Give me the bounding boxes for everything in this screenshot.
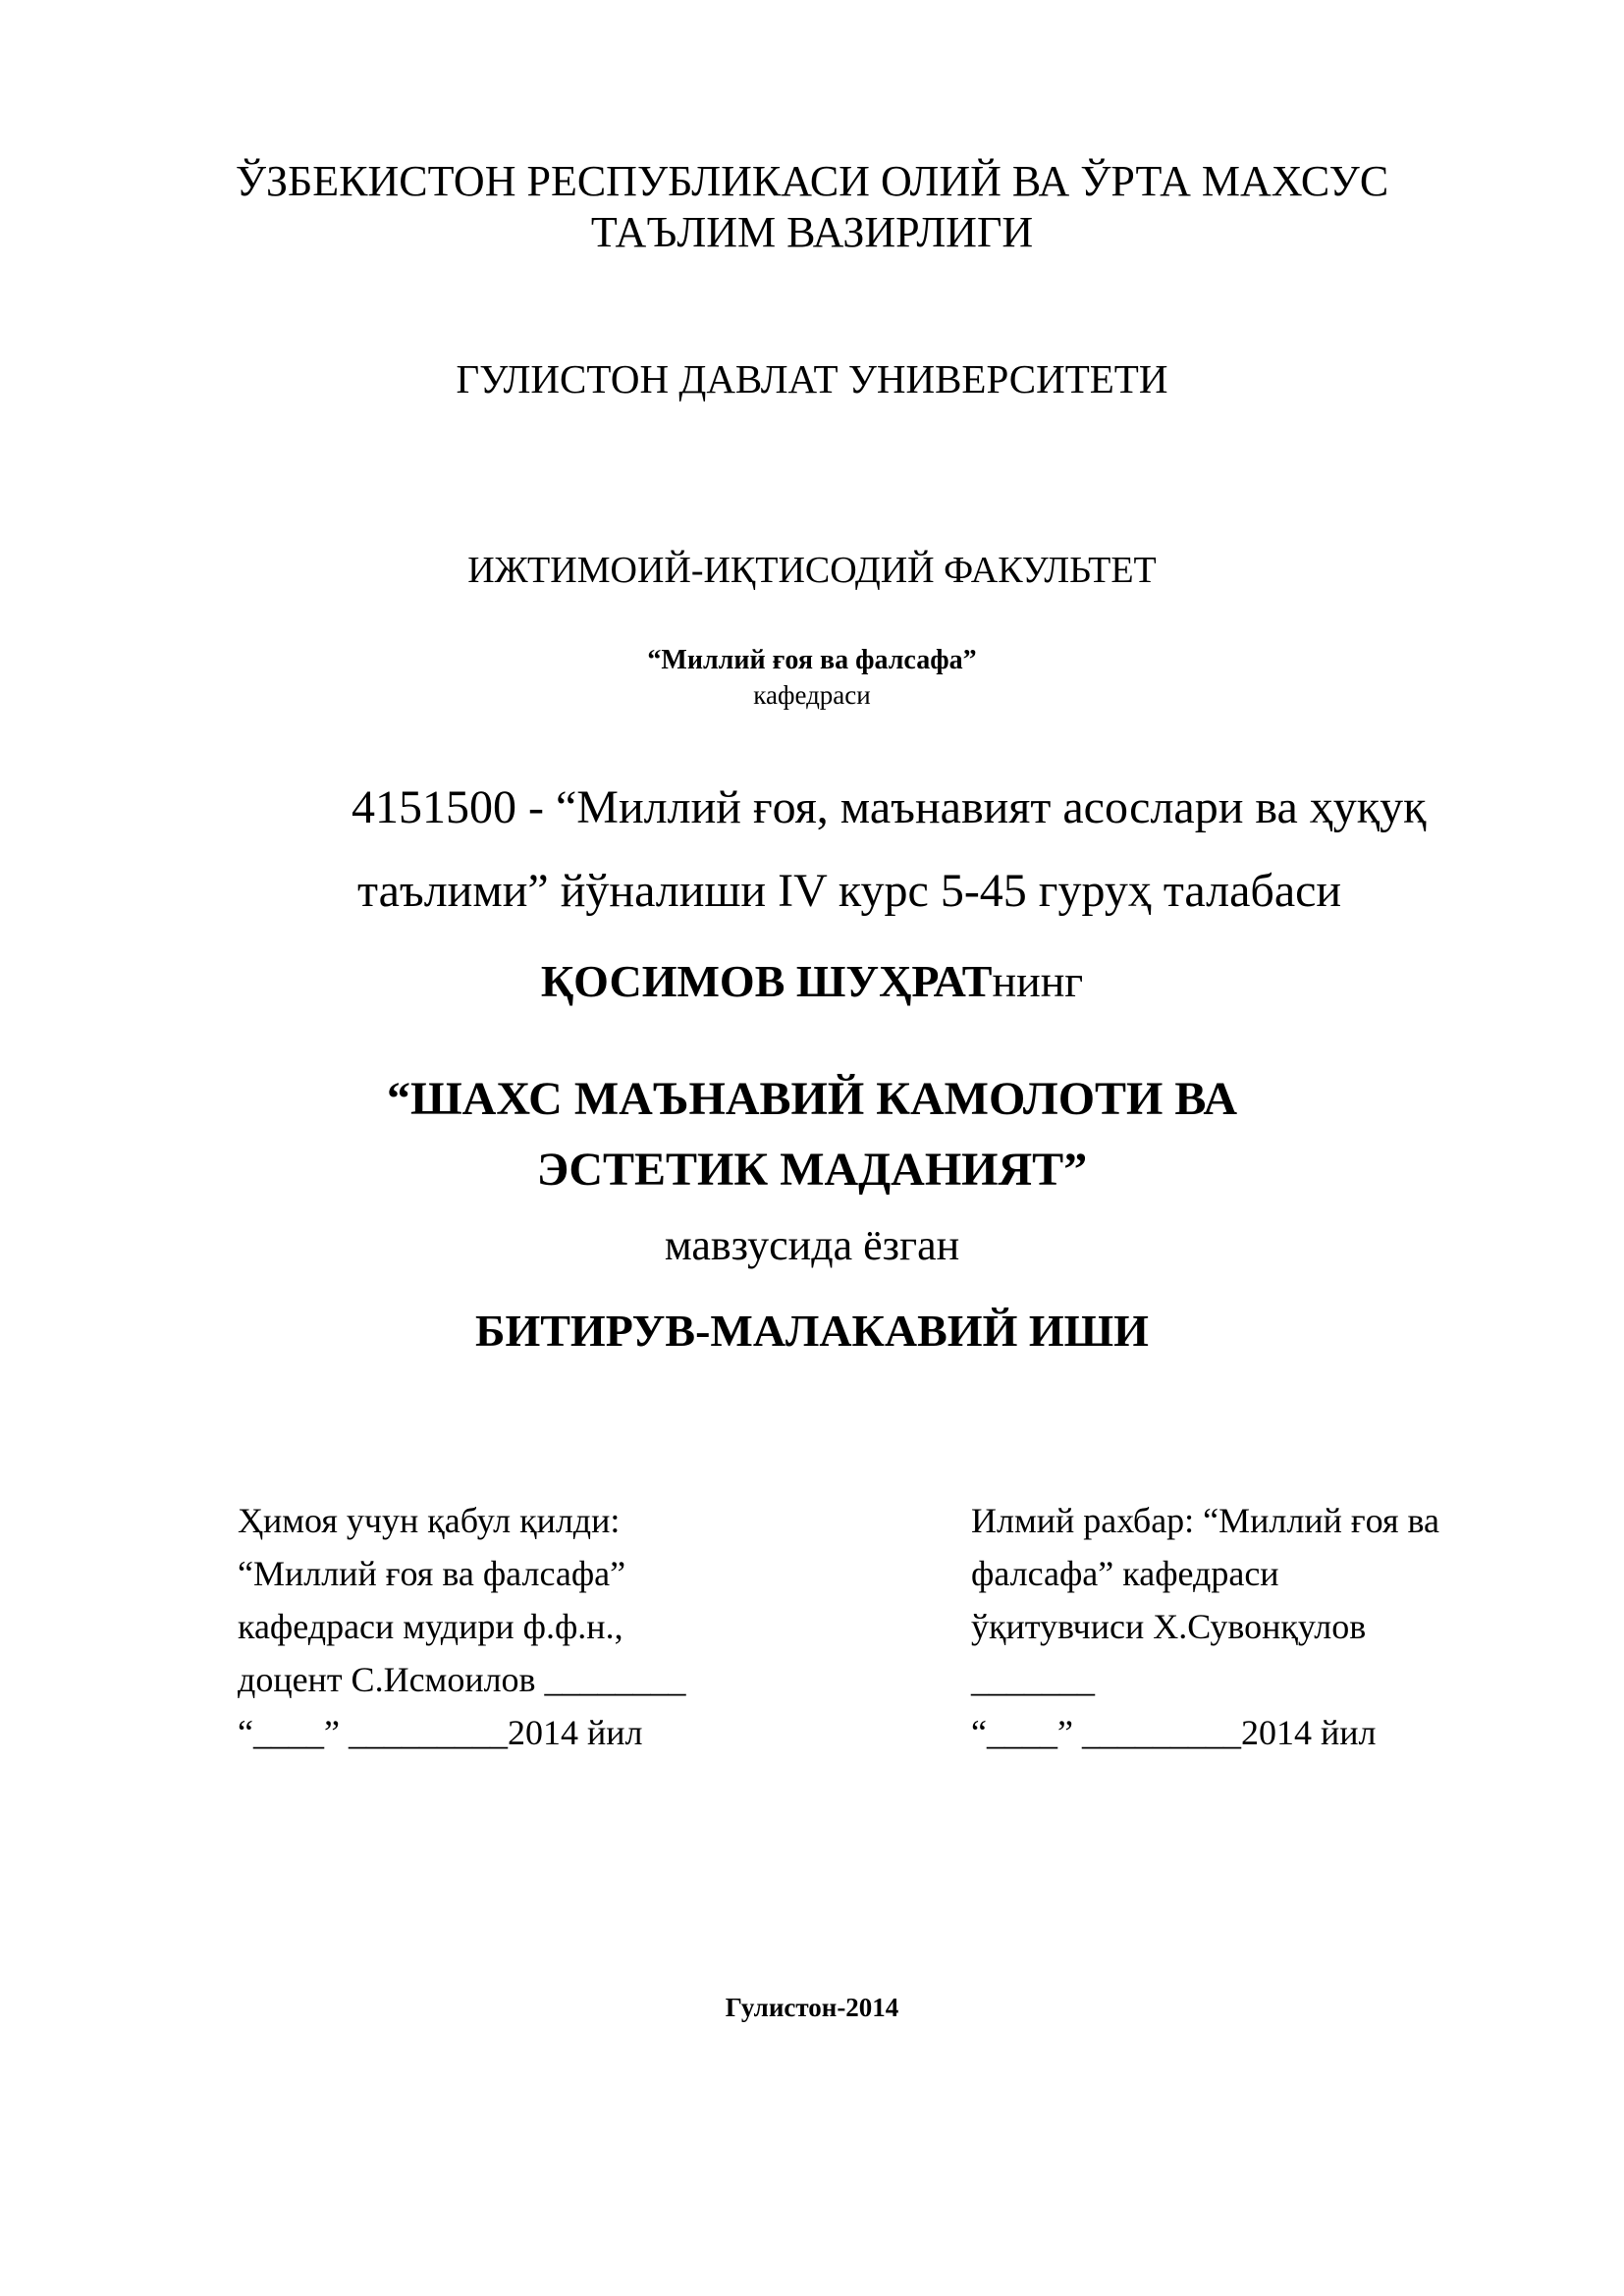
student-name-suffix: нинг: [992, 956, 1084, 1006]
topic-line-1: “ШАХС МАЪНАВИЙ КАМОЛОТИ ВА: [386, 1073, 1238, 1125]
ministry-line-1: ЎЗБЕКИСТОН РЕСПУБЛИКАСИ ОЛИЙ ВА ЎРТА МАХСУС: [235, 157, 1389, 205]
topic-line-2: ЭСТЕТИК МАДАНИЯТ”: [536, 1144, 1088, 1196]
signature-right-line: Илмий рахбар: “Миллий ғоя ва: [971, 1501, 1440, 1540]
student-name-bold: ҚОСИМОВ ШУҲРАТ: [540, 956, 993, 1006]
signature-left-line: доцент С.Исмоилов ________: [238, 1660, 686, 1699]
signature-block-right: [971, 1494, 1439, 1759]
department-name: “Миллий ғоя ва фалсафа”: [647, 645, 977, 675]
student-name: [0, 956, 1624, 1008]
signature-left-line: “Миллий ғоя ва фалсафа”: [238, 1554, 626, 1593]
university-name: ГУЛИСТОН ДАВЛАТ УНИВЕРСИТЕТИ: [456, 356, 1168, 401]
signature-block-left: [238, 1494, 686, 1759]
signature-left-line: кафедраси мудири ф.ф.н.,: [238, 1607, 623, 1646]
signature-right-line: ўқитувчиси Х.Сувонқулов: [971, 1607, 1367, 1646]
specialty-line-1: 4151500 - “Миллий ғоя, маънавият асослари ва ҳуқуқ: [352, 781, 1427, 833]
department-word: кафедраси: [753, 680, 871, 710]
signature-left-line: Ҳимоя учун қабул қилди:: [238, 1501, 621, 1540]
city-year: Гулистон-2014: [725, 1993, 899, 2022]
ministry-line-2: ТАЪЛИМ ВАЗИРЛИГИ: [590, 208, 1034, 256]
faculty-name: ИЖТИМОИЙ-ИҚТИСОДИЙ ФАКУЛЬТЕТ: [467, 550, 1157, 591]
signature-right-line: фалсафа” кафедраси: [971, 1554, 1279, 1593]
signature-left-line: “____” _________2014 йил: [238, 1713, 643, 1752]
topic-written: мавзусида ёзган: [664, 1221, 960, 1269]
work-type: БИТИРУВ-МАЛАКАВИЙ ИШИ: [475, 1306, 1149, 1356]
specialty-line-2: таълими” йўналиши IV курс 5-45 гуруҳ талабаси: [357, 865, 1342, 917]
signature-right-line: _______: [971, 1660, 1095, 1699]
signature-right-line: “____” _________2014 йил: [971, 1713, 1377, 1752]
